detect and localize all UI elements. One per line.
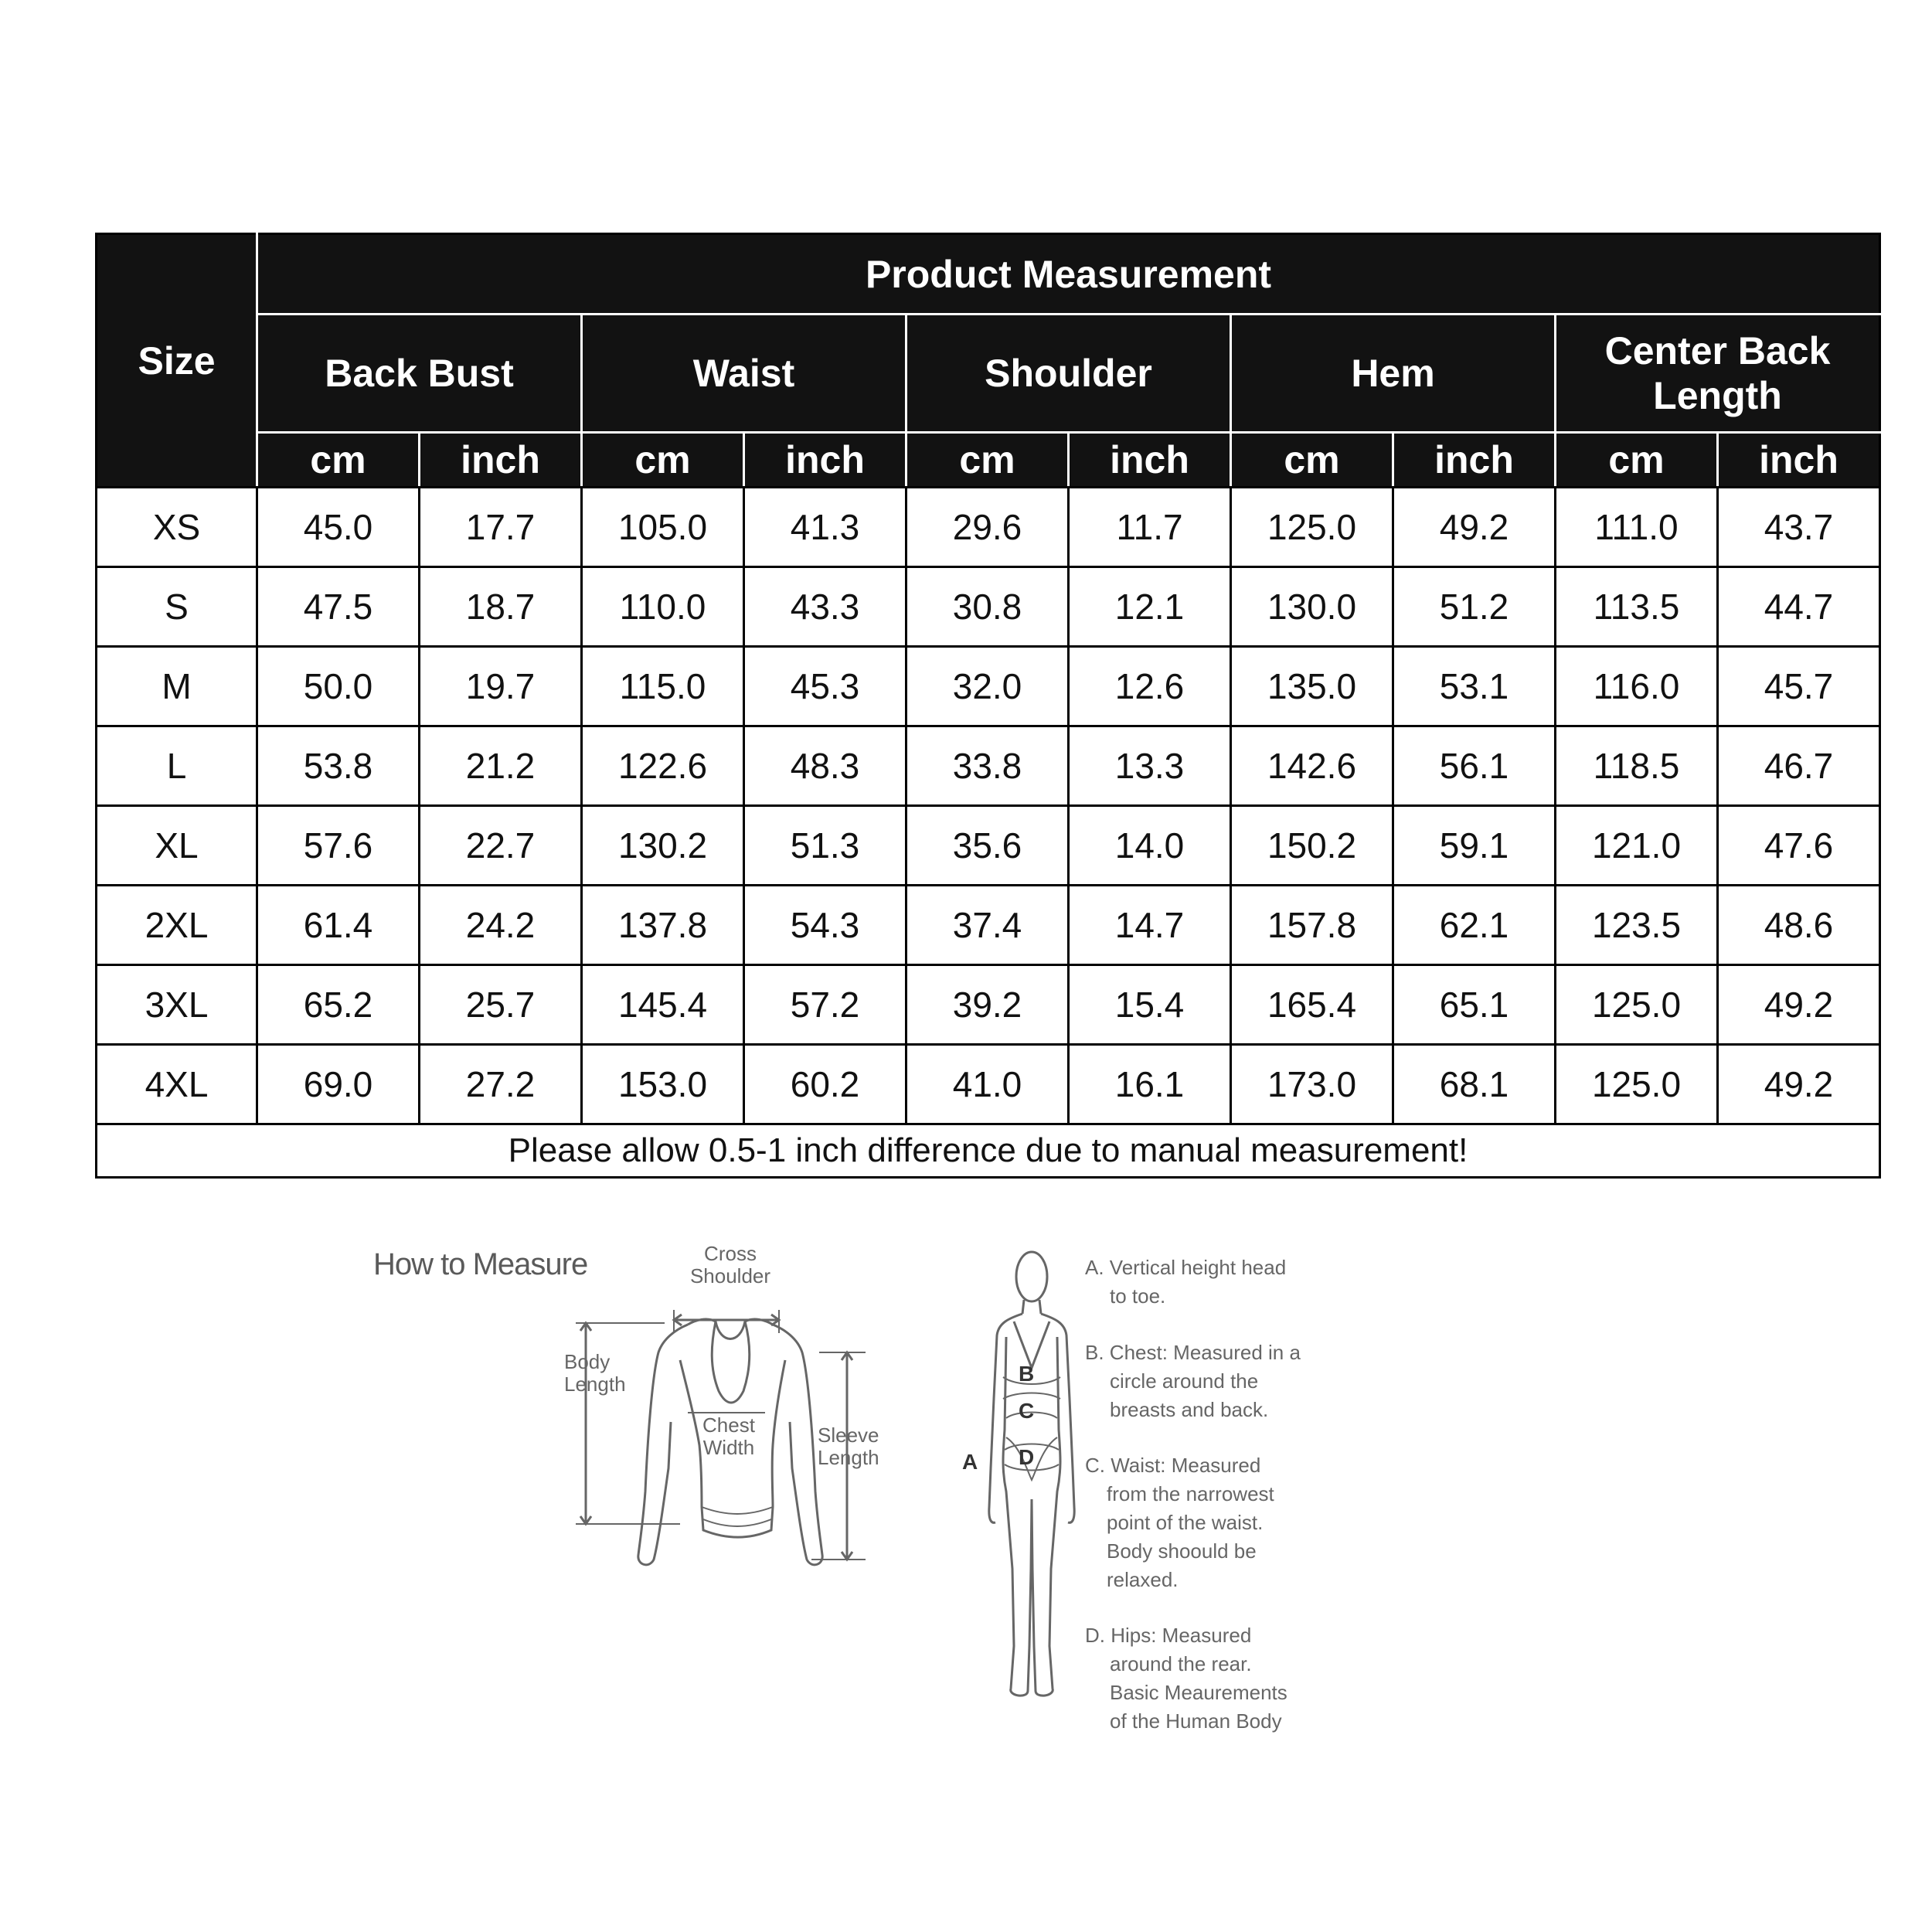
legend-line: Basic Meaurements [1110,1681,1287,1704]
inch-value-cell: 56.1 [1393,726,1556,806]
cm-value-cell: 118.5 [1556,726,1718,806]
inch-value-cell: 45.7 [1718,647,1880,726]
how-to-measure-title: How to Measure [373,1247,588,1281]
cm-value-cell: 37.4 [906,886,1069,965]
center-back-length-line2: Length [1653,374,1782,417]
size-chart-table [95,233,1881,1179]
table-body [97,488,1880,1178]
inch-value-cell: 57.2 [744,965,906,1045]
inch-value-cell: 62.1 [1393,886,1556,965]
cm-value-cell: 113.5 [1556,567,1718,647]
body-letter-d: D [1019,1445,1035,1469]
inch-value-cell: 41.3 [744,488,906,567]
inch-value-cell: 44.7 [1718,567,1880,647]
inch-value-cell: 16.1 [1069,1045,1231,1124]
body-length-line2: Length [564,1372,626,1396]
size-header: Size [97,234,257,488]
inch-value-cell: 51.2 [1393,567,1556,647]
inch-value-cell: 49.2 [1393,488,1556,567]
cm-value-cell: 57.6 [257,806,420,886]
unit-inch: inch [1069,433,1231,488]
cm-value-cell: 35.6 [906,806,1069,886]
legend-line: of the Human Body [1110,1709,1282,1733]
inch-value-cell: 12.1 [1069,567,1231,647]
shoulder-header: Shoulder [906,315,1231,433]
inch-value-cell: 11.7 [1069,488,1231,567]
cm-value-cell: 45.0 [257,488,420,567]
cm-value-cell: 125.0 [1231,488,1393,567]
size-cell: XL [97,806,257,886]
chest-width-line1: Chest [702,1413,755,1437]
legend-item-b [1085,1338,1301,1424]
inch-value-cell: 17.7 [420,488,582,567]
inch-value-cell: 49.2 [1718,1045,1880,1124]
chest-width-label [686,1414,771,1459]
legend-line: D. Hips: Measured [1085,1624,1252,1647]
body-length-label [564,1351,641,1396]
cm-value-cell: 153.0 [582,1045,744,1124]
garment-diagram [572,1236,904,1577]
cm-value-cell: 165.4 [1231,965,1393,1045]
back-bust-header: Back Bust [257,315,582,433]
center-back-length-header [1556,315,1880,433]
cm-value-cell: 41.0 [906,1045,1069,1124]
cm-value-cell: 39.2 [906,965,1069,1045]
legend-line: around the rear. [1110,1652,1252,1675]
unit-cm: cm [1231,433,1393,488]
cm-value-cell: 69.0 [257,1045,420,1124]
inch-value-cell: 21.2 [420,726,582,806]
unit-inch: inch [744,433,906,488]
size-cell: 2XL [97,886,257,965]
cm-value-cell: 137.8 [582,886,744,965]
inch-value-cell: 46.7 [1718,726,1880,806]
cm-value-cell: 173.0 [1231,1045,1393,1124]
size-cell: L [97,726,257,806]
body-letter-c: C [1019,1399,1035,1423]
chest-width-line2: Width [702,1436,755,1459]
cm-value-cell: 121.0 [1556,806,1718,886]
cm-value-cell: 32.0 [906,647,1069,726]
table-row [97,886,1880,965]
legend-line: C. Waist: Measured [1085,1454,1261,1477]
cm-value-cell: 123.5 [1556,886,1718,965]
cm-value-cell: 130.2 [582,806,744,886]
cm-value-cell: 157.8 [1231,886,1393,965]
inch-value-cell: 48.6 [1718,886,1880,965]
inch-value-cell: 24.2 [420,886,582,965]
unit-inch: inch [1393,433,1556,488]
table-row [97,806,1880,886]
table-header [97,234,1880,488]
hem-header: Hem [1231,315,1556,433]
body-letter-b: B [1019,1362,1035,1386]
table-row [97,965,1880,1045]
size-cell: 4XL [97,1045,257,1124]
legend-line: to toe. [1110,1284,1166,1308]
inch-value-cell: 47.6 [1718,806,1880,886]
waist-header: Waist [582,315,906,433]
sleeve-length-line1: Sleeve [818,1423,879,1447]
inch-value-cell: 68.1 [1393,1045,1556,1124]
inch-value-cell: 59.1 [1393,806,1556,886]
inch-value-cell: 43.3 [744,567,906,647]
cm-value-cell: 65.2 [257,965,420,1045]
cm-value-cell: 122.6 [582,726,744,806]
inch-value-cell: 53.1 [1393,647,1556,726]
cross-shoulder-line1: Cross [704,1242,757,1265]
cm-value-cell: 150.2 [1231,806,1393,886]
legend-line: A. Vertical height head [1085,1256,1287,1279]
inch-value-cell: 65.1 [1393,965,1556,1045]
body-length-line1: Body [564,1350,611,1373]
unit-inch: inch [1718,433,1880,488]
cm-value-cell: 142.6 [1231,726,1393,806]
cross-shoulder-line2: Shoulder [689,1264,771,1287]
cm-value-cell: 135.0 [1231,647,1393,726]
table-row [97,726,1880,806]
table-row [97,488,1880,567]
cm-value-cell: 29.6 [906,488,1069,567]
inch-value-cell: 49.2 [1718,965,1880,1045]
legend-item-c [1085,1451,1274,1594]
center-back-length-line1: Center Back [1604,329,1831,372]
body-letter-a: A [962,1450,978,1474]
inch-value-cell: 51.3 [744,806,906,886]
cm-value-cell: 125.0 [1556,965,1718,1045]
cm-value-cell: 61.4 [257,886,420,965]
inch-value-cell: 22.7 [420,806,582,886]
inch-value-cell: 14.7 [1069,886,1231,965]
cm-value-cell: 125.0 [1556,1045,1718,1124]
unit-row [97,433,1880,488]
legend-line: from the narrowest [1107,1482,1274,1505]
cm-value-cell: 50.0 [257,647,420,726]
legend-line: breasts and back. [1110,1398,1269,1421]
legend-line: Body shoould be [1107,1539,1257,1563]
inch-value-cell: 13.3 [1069,726,1231,806]
cm-value-cell: 53.8 [257,726,420,806]
unit-cm: cm [906,433,1069,488]
cm-value-cell: 110.0 [582,567,744,647]
unit-cm: cm [582,433,744,488]
legend-line: relaxed. [1107,1568,1179,1591]
cm-value-cell: 130.0 [1231,567,1393,647]
cm-value-cell: 33.8 [906,726,1069,806]
body-figure-diagram [974,1244,1090,1716]
inch-value-cell: 12.6 [1069,647,1231,726]
inch-value-cell: 25.7 [420,965,582,1045]
size-cell: XS [97,488,257,567]
inch-value-cell: 19.7 [420,647,582,726]
table-row [97,567,1880,647]
inch-value-cell: 60.2 [744,1045,906,1124]
cm-value-cell: 145.4 [582,965,744,1045]
legend-line: point of the waist. [1107,1511,1264,1534]
table-row [97,1045,1880,1124]
legend-item-d [1085,1621,1287,1736]
legend-line: circle around the [1110,1369,1259,1393]
size-cell: M [97,647,257,726]
size-cell: 3XL [97,965,257,1045]
cm-value-cell: 105.0 [582,488,744,567]
inch-value-cell: 45.3 [744,647,906,726]
sleeve-length-line2: Length [818,1446,879,1469]
size-cell: S [97,567,257,647]
table-row [97,647,1880,726]
measurement-note: Please allow 0.5-1 inch difference due to manual measurement! [97,1124,1880,1178]
legend-item-a [1085,1253,1286,1311]
unit-cm: cm [1556,433,1718,488]
inch-value-cell: 43.7 [1718,488,1880,567]
inch-value-cell: 14.0 [1069,806,1231,886]
inch-value-cell: 15.4 [1069,965,1231,1045]
cm-value-cell: 111.0 [1556,488,1718,567]
inch-value-cell: 27.2 [420,1045,582,1124]
sleeve-length-label [818,1424,903,1469]
cm-value-cell: 47.5 [257,567,420,647]
inch-value-cell: 48.3 [744,726,906,806]
cm-value-cell: 116.0 [1556,647,1718,726]
cm-value-cell: 30.8 [906,567,1069,647]
unit-inch: inch [420,433,582,488]
legend-line: B. Chest: Measured in a [1085,1341,1301,1364]
inch-value-cell: 54.3 [744,886,906,965]
product-measurement-header: Product Measurement [257,234,1880,315]
inch-value-cell: 18.7 [420,567,582,647]
cm-value-cell: 115.0 [582,647,744,726]
cross-shoulder-label [680,1243,781,1287]
note-row [97,1124,1880,1178]
unit-cm: cm [257,433,420,488]
